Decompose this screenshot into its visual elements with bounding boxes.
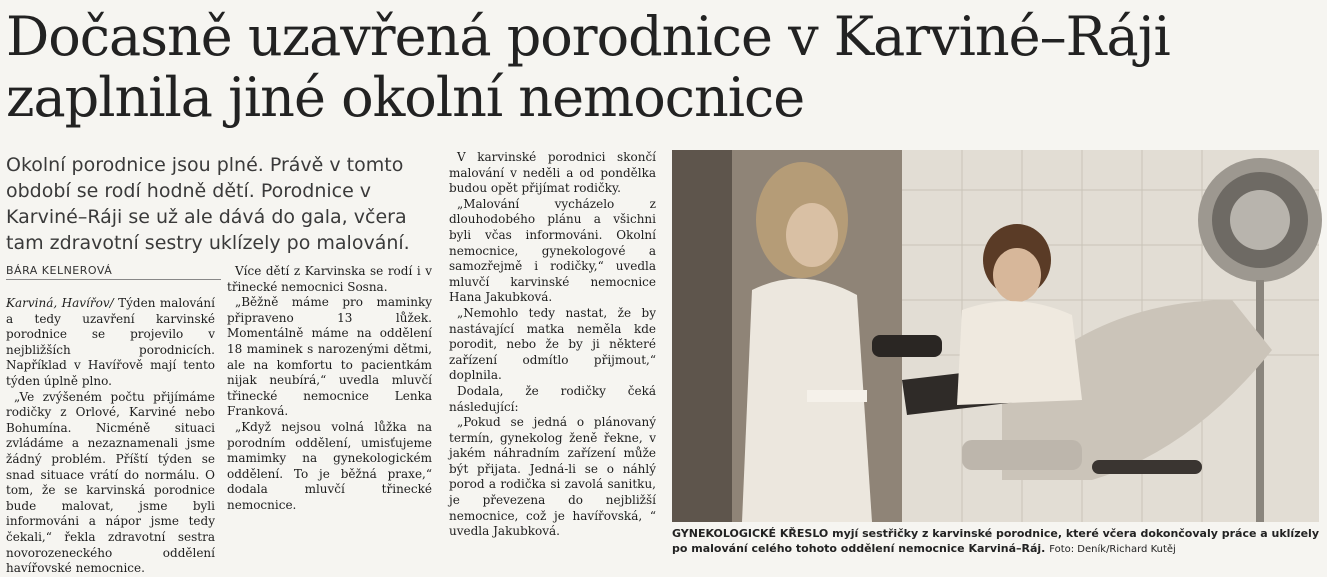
body-paragraph-6: V karvinské porodnici skončí malování v neděli a od pondělka budou opět přijímat rodičky. [449,150,656,196]
article-photo [672,150,1319,522]
body-paragraph-9: Dodala, že rodičky čeká následující: [449,383,656,414]
body-paragraph-3: Více dětí z Karvinska se rodí i v třinecké nemocnici Sosna. [227,264,432,294]
article-column-2 [227,264,432,562]
photo-illustration [672,150,1319,522]
body-paragraph-8: „Nemohlo tedy nastat, že by nastávající matka neměla kde porodit, nebo že by ji některé zařízení odmítlo přijmout,“ doplnila. [449,305,656,383]
photo-credit: Foto: Deník/Richard Kutěj [1049,544,1176,555]
body-paragraph-7: „Malování vycházelo z dlouhodobého plánu a všichni byli včas informováni. Okolní nemocnice, gynekologové a samozřejmě i rodičky,“ uvedla mluvčí karvinské nemocnice Hana Jakubková. [449,196,656,305]
photo-caption [672,526,1320,557]
body-paragraph-4: „Běžně máme pro maminky připraveno 13 lůžek. Momentálně máme na oddělení 18 maminek s narozenými dětmi, ale na komfortu to pacientkám nijak neubírá,“ uvedla mluvčí třinecké nemocnice Lenka Franková. [227,295,432,419]
body-text-1: Týden malování a tedy uzavření karvinské porodnice se projevilo v nejbližších porodnicích. Například v Havířově mají tento týden úplně plno. [6,296,215,388]
byline: BÁRA KELNEROVÁ [6,264,221,280]
body-paragraph-1 [6,296,215,390]
body-paragraph-10: „Pokud se jedná o plánovaný termín, gynekolog ženě řekne, v jakém náhradním zařízení může být přijata. Jedná-li se o náhlý porod a rodička si zavolá sanitku, je převezena do nejbližší nemocnice, což je havířovská, “ uvedla Jakubková. [449,415,656,539]
body-paragraph-2: „Ve zvýšeném počtu přijímáme rodičky z Orlové, Karviné nebo Bohumína. Nicméně situaci zvládáme a nezaznamenali jsme žádný problém. Příští týden se snad situace vrátí do normálu. O tom, že se karvinská porodnice bude malovat, jsme byli informováni a nápor jsme tedy čekali,“ řekla zdravotní sestra novorozeneckého oddělení havířovské nemocnice. [6,389,215,576]
lead-paragraph: Okolní porodnice jsou plné. Právě v tomto období se rodí hodně dětí. Porodnice v Karviné–Ráji se už ale dává do gala, včera tam zdravotní sestry uklízely po malování. [6,154,410,254]
caption-text: GYNEKOLOGICKÉ KŘESLO myjí sestřičky z karvinské porodnice, které včera dokončovaly práce a uklízely po malování celého tohoto oddělení nemocnice Karviná–Ráj. [672,527,1319,555]
article-column-1 [6,296,215,576]
body-paragraph-5: „Když nejsou volná lůžka na porodním oddělení, umisťujeme mamimky na gynekologickém oddělení. To je běžná praxe,“ dodala mluvčí třinecké nemocnice. [227,419,432,512]
headline: Dočasně uzavřená porodnice v Karviné–Ráji zaplnila jiné okolní nemocnice [6,5,1170,129]
article-column-3 [449,150,656,562]
dateline: Karviná, Havířov/ [6,296,114,310]
